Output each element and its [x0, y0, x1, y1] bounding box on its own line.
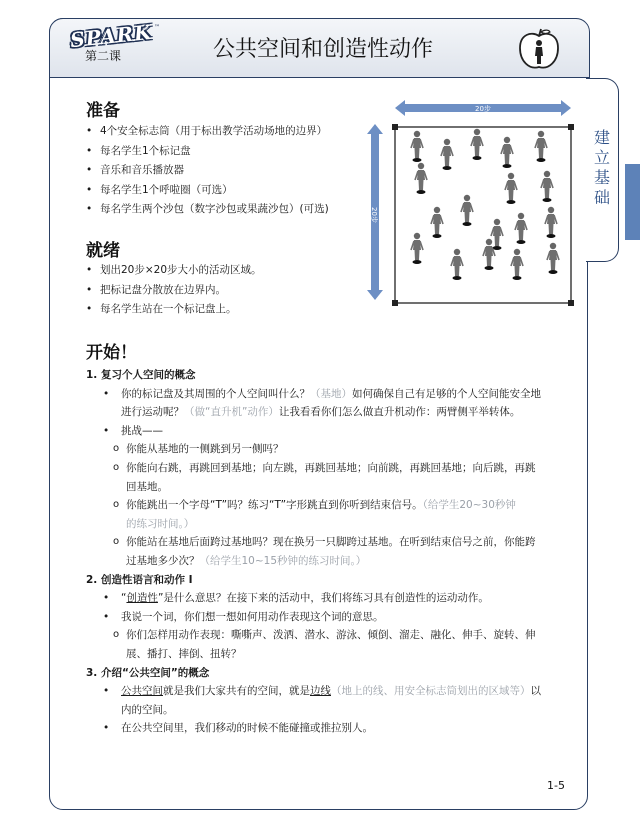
- list-item: • 音乐和音乐播放器: [86, 161, 329, 181]
- student-figure: [431, 207, 443, 238]
- list-item: • 挑战——: [86, 422, 566, 441]
- start-content: [86, 366, 566, 738]
- list-item: • 我说一个词，你们想一想如何用动作表现这个词的意思。: [86, 608, 566, 627]
- height-label: 20步: [370, 207, 378, 223]
- ready-heading: 就绪: [86, 241, 120, 261]
- cone-marker: [392, 124, 398, 130]
- student-figure: [511, 249, 523, 280]
- prepare-list: [86, 122, 329, 220]
- student-figure: [441, 139, 453, 170]
- student-figure: [501, 137, 513, 168]
- side-tab-marker: [625, 164, 640, 240]
- list-item: • 4个安全标志筒（用于标出教学活动场地的边界）: [86, 122, 329, 142]
- list-item: o 你能跳出一个字母“T”吗？练习“T”字形跳直到你听到结束信号。（给学生20~30秒钟 的练习时间。）: [86, 496, 566, 533]
- list-item: • 每名学生两个沙包（数字沙包或果蔬沙包）(可选): [86, 200, 329, 220]
- list-item: o 你能向右跳，再跳回到基地；向左跳，再跳回基地；向前跳，再跳回基地；向后跳，再跳 回基地。: [86, 459, 566, 496]
- list-item: • 你的标记盘及其周围的个人空间叫什么？（基地）如何确保自己有足够的个人空间能安全地 进行运动呢？（做“直升机”动作）让我看看你们怎么做直升机动作：两臂侧平举转体。: [86, 385, 566, 422]
- cone-marker: [568, 300, 574, 306]
- list-item: • 公共空间就是我们大家共有的空间，就是边线（地上的线、用安全标志筒划出的区域等）以 内的空间。: [86, 682, 566, 719]
- student-figure: [415, 163, 427, 194]
- student-figure: [505, 173, 517, 204]
- prepare-heading: 准备: [86, 101, 120, 121]
- list-item: • 每名学生1个呼啦圈（可选）: [86, 181, 329, 201]
- list-item: • 在公共空间里，我们移动的时候不能碰撞或推拉别人。: [86, 719, 566, 738]
- list-item: • 划出20步×20步大小的活动区域。: [86, 261, 262, 281]
- activity-boundary: [395, 127, 571, 303]
- student-figure: [491, 219, 503, 250]
- student-figure: [451, 249, 463, 280]
- page-number: 1-5: [547, 779, 565, 792]
- cone-marker: [392, 300, 398, 306]
- ready-list: [86, 261, 262, 320]
- student-figure: [483, 239, 495, 270]
- student-figure: [471, 129, 483, 160]
- student-figure: [515, 213, 527, 244]
- student-figure: [545, 207, 557, 238]
- list-item: • 每名学生1个标记盘: [86, 142, 329, 162]
- list-item: o 你们怎样用动作表现：嘶嘶声、泼洒、潜水、游泳、倾倒、溜走、融化、伸手、旋转、伸 展、播打、摔倒、扭转？: [86, 626, 566, 663]
- logo-trademark: ™: [154, 24, 160, 31]
- step-title: 3. 介绍“公共空间”的概念: [86, 666, 210, 679]
- student-figure: [541, 171, 553, 202]
- step-title: 1. 复习个人空间的概念: [86, 369, 196, 381]
- student-figure: [411, 131, 423, 162]
- student-figure: [547, 243, 559, 274]
- logo-text: SPARK: [68, 19, 154, 53]
- list-item: o 你能从基地的一侧跳到另一侧吗？: [86, 440, 566, 459]
- apple-figure-icon: [516, 26, 562, 72]
- step-title: 2. 创造性语言和动作 I: [86, 573, 193, 586]
- page-title: 公共空间和创造性动作: [213, 37, 434, 62]
- list-item: • 每名学生站在一个标记盘上。: [86, 300, 262, 320]
- cone-marker: [568, 124, 574, 130]
- start-heading: 开始！: [86, 343, 137, 363]
- list-item: • 把标记盘分散放在边界内。: [86, 281, 262, 301]
- width-label: 20步: [475, 105, 491, 113]
- activity-area-diagram: [365, 98, 577, 308]
- list-item: • “创造性”是什么意思？在接下来的活动中，我们将练习具有创造性的运动动作。: [86, 589, 566, 608]
- side-tab-label: 建立基础: [593, 128, 610, 207]
- student-figure: [535, 131, 547, 162]
- lesson-number: 第二课: [85, 49, 122, 63]
- student-figure: [461, 195, 473, 226]
- list-item: o 你能站在基地后面跨过基地吗？现在换另一只脚跨过基地。在听到结束信号之前，你能跨 过基地多少次？（给学生10~15秒钟的练习时间。）: [86, 533, 566, 570]
- student-figure: [411, 233, 423, 264]
